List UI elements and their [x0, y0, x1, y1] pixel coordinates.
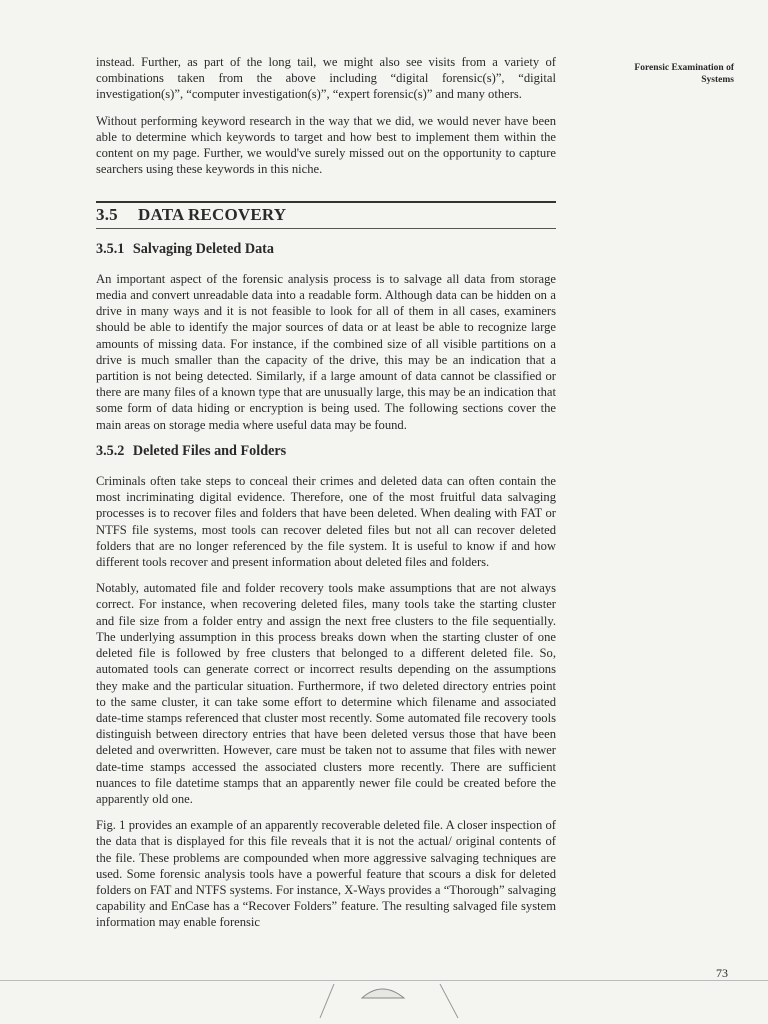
- binder-clip-mark: [300, 978, 470, 1024]
- section-title: DATA RECOVERY: [138, 205, 287, 225]
- running-header: [594, 62, 734, 86]
- subsection-number: 3.5.1: [96, 240, 125, 257]
- section-rule: [96, 201, 556, 203]
- subsection-heading: [96, 241, 556, 257]
- section-number: 3.5: [96, 205, 118, 225]
- subsection-number: 3.5.2: [96, 442, 125, 459]
- subsection-title: Salvaging Deleted Data: [132, 240, 275, 257]
- running-header-line1: Forensic Examination of: [634, 63, 734, 73]
- paragraph: instead. Further, as part of the long tail, we might also see visits from a variety of combinations taken from the above including “digital forensic(s)”, “digital investigation(s)”, “computer investigation(s)”, “expert forensic(s)” and many others.: [96, 55, 556, 102]
- section-heading: [96, 207, 556, 228]
- paragraph: An important aspect of the forensic analysis process is to salvage all data from storage media and convert unreadable data into a readable form. Although data can be hidden on a drive in many ways and it is not feasible to look for all of them in all cases, examiners should be able to identify the major sources of data or at least be able to recognize large amounts of missing data. For instance, if the combined size of all visible partitions on a drive is much smaller than the capacity of the drive, this may be an indication that a partition is not being detected. Similarly, if a large amount of data cannot be classified or there are many files of a known type that are unusually large, this may be an indication that some form of data hiding or encryption is being used. The following sections cover the main areas on storage media where useful data may be found.: [96, 271, 556, 432]
- page-number: 73: [716, 966, 728, 980]
- subsection-heading: [96, 443, 556, 459]
- running-header-line2: Systems: [701, 75, 734, 85]
- paragraph: Without performing keyword research in the way that we did, we would never have been able to determine which keywords to target and how best to implement them within the content on my page. Further, we would've surely missed out on the opportunity to capture searchers using these keywords in this niche.: [96, 113, 556, 177]
- paragraph: Notably, automated file and folder recovery tools make assumptions that are not always correct. For instance, when recovering deleted files, many tools take the starting cluster and file size from a folder entry and assign the next free clusters to the file sequentially. The underlying assumption in this process breaks down when the starting cluster of one deleted file is followed by free clusters that belonged to a different deleted file. So, automated tools can generate correct or incorrect results depending on the assumptions they make and the particular situation. Furthermore, if two deleted directory entries point to the same cluster, it can take some effort to determine which filename and associated date-time stamps referenced that cluster most recently. Some automated file recovery tools distinguish between directory entries that have been deleted versus those that have been deleted and overwritten. However, care must be taken not to assume that files with newer date-time stamps accessed the associated clusters more recently. There are sufficient nuances to file datetime stamps that an apparently newer file could be created before the apparently old one.: [96, 581, 556, 806]
- main-column: [96, 54, 556, 941]
- paragraph: Fig. 1 provides an example of an apparently recoverable deleted file. A closer inspection of the data that is displayed for this file reveals that it is not the actual/ original contents of the file. These problems are compounded when more aggressive salvaging techniques are used. Some forensic analysis tools have a powerful feature that scours a disk for deleted folders on FAT and NTFS systems. For instance, X-Ways provides a “Thorough” salvaging capability and EnCase has a “Recover Folders” feature. The resulting salvaged file system information may enable forensic: [96, 818, 556, 930]
- subsection-title: Deleted Files and Folders: [132, 442, 287, 459]
- paragraph: Criminals often take steps to conceal their crimes and deleted data can often contain the most incriminating digital evidence. Therefore, one of the most fruitful data salvaging processes is to recover files and folders that have been deleted. When dealing with FAT or NTFS file systems, most tools can recover deleted files but not all can recover deleted folders that are no longer referenced by the file system. It is useful to know if and how different tools recover and present information about deleted files and folders.: [96, 474, 556, 570]
